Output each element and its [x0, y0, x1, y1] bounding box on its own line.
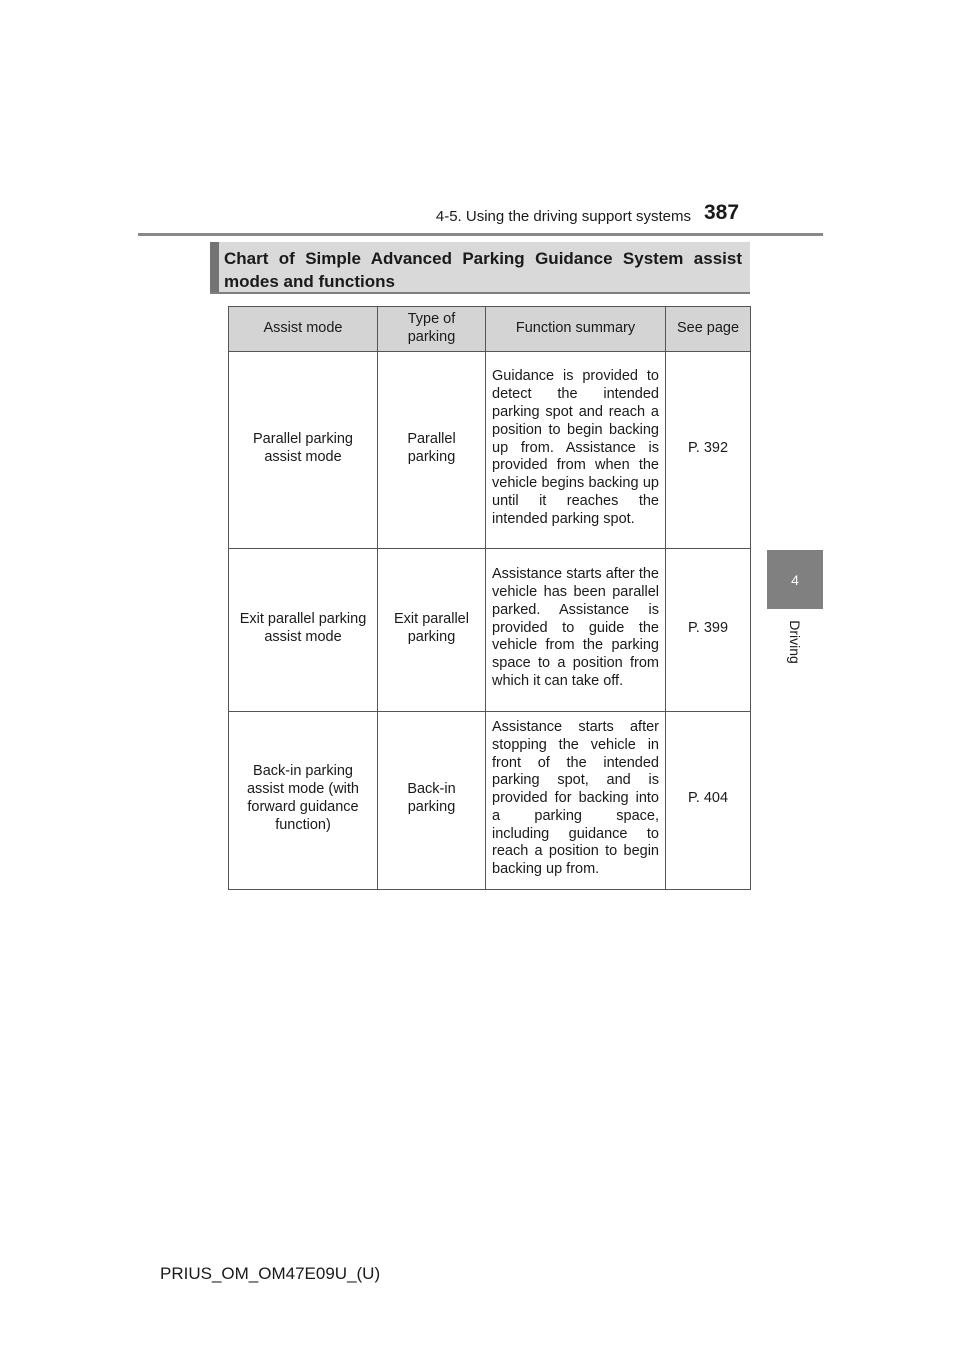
cell-assist-mode: Exit parallel parking assist mode [229, 549, 378, 712]
cell-see-page: P. 392 [666, 352, 751, 549]
header-function-summary: Function summary [486, 307, 666, 352]
section-heading-text: Chart of Simple Advanced Parking Guidance System assist modes and functions [224, 249, 742, 291]
header-see-page: See page [666, 307, 751, 352]
header-type-of-parking: Type of parking [378, 307, 486, 352]
cell-type-of-parking: Back-in parking [378, 712, 486, 890]
chapter-number: 4 [791, 571, 799, 588]
section-title: 4-5. Using the driving support systems [435, 208, 691, 225]
cell-assist-mode: Back-in parking assist mode (with forward guidance function) [229, 712, 378, 890]
cell-type-of-parking: Exit parallel parking [378, 549, 486, 712]
section-heading [210, 242, 750, 294]
cell-function-summary: Guidance is provided to detect the intended parking spot and reach a position to begin backing up from. Assistance is provided from when the vehicle begins backing up until it reaches the intended parking spot. [486, 352, 666, 549]
document-code: PRIUS_OM_OM47E09U_(U) [160, 1264, 381, 1283]
cell-see-page: P. 399 [666, 549, 751, 712]
heading-accent-bar [210, 242, 219, 292]
page-number: 387 [704, 201, 740, 224]
header-rule [138, 233, 823, 236]
cell-function-summary: Assistance starts after the vehicle has been parallel parked. Assistance is provided to guide the vehicle from the parking space to a position from which it can take off. [486, 549, 666, 712]
chapter-label-text: Driving [786, 620, 803, 664]
cell-type-of-parking: Parallel parking [378, 352, 486, 549]
chapter-tab [767, 550, 823, 609]
table-row [229, 352, 751, 549]
chapter-label [763, 612, 827, 672]
table-row [229, 712, 751, 890]
header-assist-mode: Assist mode [229, 307, 378, 352]
cell-see-page: P. 404 [666, 712, 751, 890]
assist-modes-table [228, 306, 751, 890]
table-row [229, 549, 751, 712]
cell-function-summary: Assistance starts after stopping the vehicle in front of the intended parking spot, and is provided for backing into a parking space, including guidance to reach a position to begin backing up from. [486, 712, 666, 890]
cell-assist-mode: Parallel parking assist mode [229, 352, 378, 549]
table-header-row [229, 307, 751, 352]
